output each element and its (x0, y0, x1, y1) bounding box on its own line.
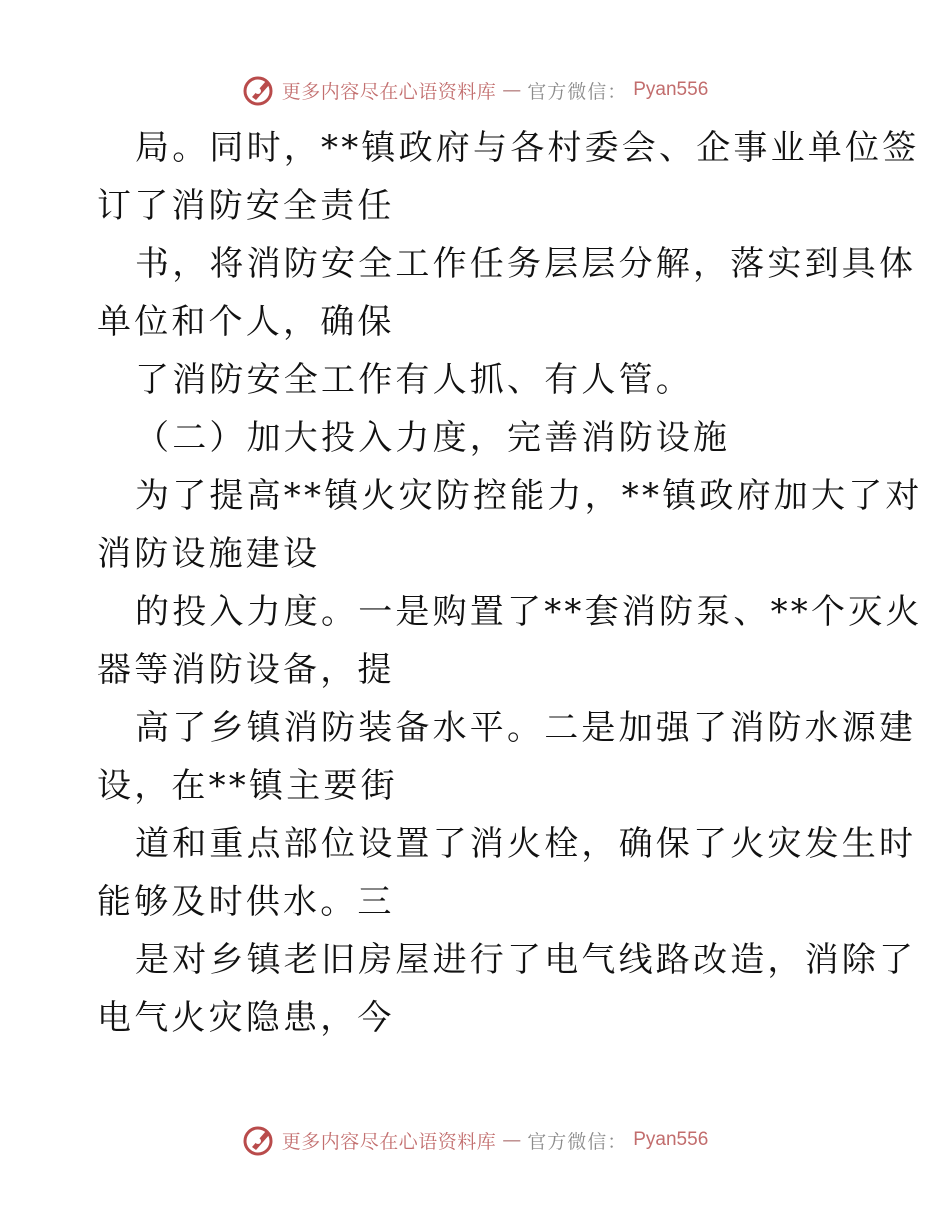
paragraph-line: 了消防安全工作有人抓、有人管。 (135, 360, 693, 400)
paragraph-line: 能够及时供水。三 (97, 882, 395, 922)
watermark-handle: Pyan556 (633, 79, 709, 100)
watermark-official-label: 官方微信： (527, 80, 628, 103)
paragraph-line: 订了消防安全责任 (97, 186, 395, 226)
section-heading: （二）加大投入力度，完善消防设施 (135, 418, 731, 458)
paragraph-line: 是对乡镇老旧房屋进行了电气线路改造，消除了 (135, 940, 917, 980)
pen-in-circle-icon (242, 73, 276, 107)
watermark-official-label: 官方微信： (527, 1130, 628, 1153)
paragraph-line: 设，在**镇主要街 (97, 766, 398, 806)
paragraph-line: 消防设施建设 (97, 534, 321, 574)
pen-in-circle-icon (242, 1123, 276, 1157)
watermark-dash: — (502, 79, 522, 101)
footer-watermark (0, 1120, 950, 1160)
paragraph-line: 的投入力度。一是购置了**套消防泵、**个灭火 (135, 592, 923, 632)
header-watermark (0, 70, 950, 110)
paragraph-line: 道和重点部位设置了消火栓，确保了火灾发生时 (135, 824, 917, 864)
paragraph-line: 书，将消防安全工作任务层层分解，落实到具体 (135, 244, 917, 284)
paragraph-line: 电气火灾隐患，今 (97, 998, 395, 1038)
paragraph-line: 为了提高**镇火灾防控能力，**镇政府加大了对 (135, 476, 923, 516)
watermark-text: 更多内容尽在心语资料库 (281, 80, 497, 103)
paragraph-line: 器等消防设备，提 (97, 650, 395, 690)
watermark-text: 更多内容尽在心语资料库 (281, 1130, 497, 1153)
watermark-handle: Pyan556 (633, 1129, 709, 1150)
watermark-dash: — (502, 1129, 522, 1151)
paragraph-line: 高了乡镇消防装备水平。二是加强了消防水源建 (135, 708, 917, 748)
paragraph-line: 单位和个人，确保 (97, 302, 395, 342)
paragraph-line: 局。同时，**镇政府与各村委会、企事业单位签 (135, 128, 920, 168)
